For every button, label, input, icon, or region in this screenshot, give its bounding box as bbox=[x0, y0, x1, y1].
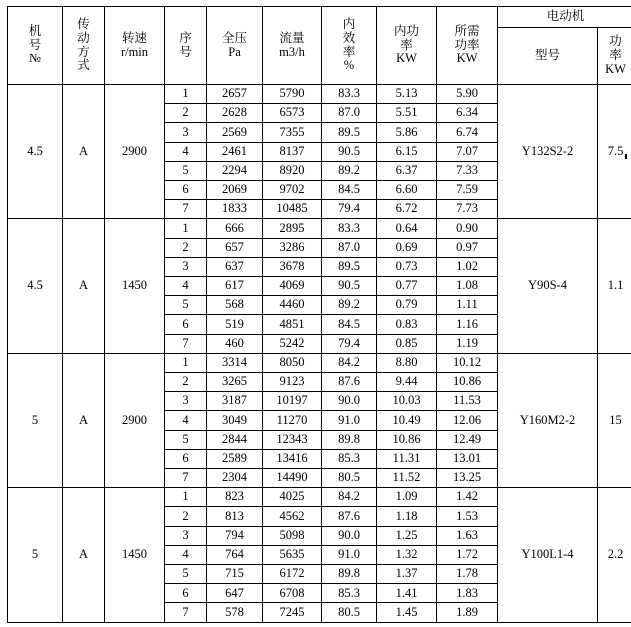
cell-flow: 8920 bbox=[263, 161, 322, 180]
cell-internal-power: 1.45 bbox=[377, 603, 437, 623]
cell-internal-power: 8.80 bbox=[377, 353, 437, 372]
edge-tick-mark bbox=[625, 154, 627, 159]
cell-internal-power: 10.86 bbox=[377, 430, 437, 449]
cell-required-power: 0.90 bbox=[437, 219, 498, 238]
cell-required-power: 12.49 bbox=[437, 430, 498, 449]
header-motor: 电动机 bbox=[498, 7, 631, 28]
cell-required-power: 6.74 bbox=[437, 123, 498, 142]
cell-required-power: 1.42 bbox=[437, 488, 498, 507]
cell-flow: 12343 bbox=[263, 430, 322, 449]
cell-efficiency: 79.4 bbox=[322, 200, 377, 219]
cell-seq: 6 bbox=[165, 315, 207, 334]
cell-required-power: 12.06 bbox=[437, 411, 498, 430]
cell-speed: 2900 bbox=[105, 353, 165, 487]
cell-efficiency: 83.3 bbox=[322, 85, 377, 104]
cell-seq: 7 bbox=[165, 603, 207, 623]
cell-pressure: 519 bbox=[207, 315, 263, 334]
fan-performance-table bbox=[7, 6, 631, 623]
cell-seq: 2 bbox=[165, 238, 207, 257]
cell-efficiency: 90.0 bbox=[322, 526, 377, 545]
cell-flow: 13416 bbox=[263, 449, 322, 468]
cell-required-power: 11.53 bbox=[437, 392, 498, 411]
cell-pressure: 794 bbox=[207, 526, 263, 545]
cell-efficiency: 85.3 bbox=[322, 584, 377, 603]
cell-flow: 14490 bbox=[263, 469, 322, 488]
header-flow: 流量 m3/h bbox=[263, 7, 322, 85]
cell-efficiency: 80.5 bbox=[322, 603, 377, 623]
cell-internal-power: 10.49 bbox=[377, 411, 437, 430]
cell-required-power: 5.90 bbox=[437, 85, 498, 104]
cell-required-power: 10.86 bbox=[437, 373, 498, 392]
cell-drive: A bbox=[63, 488, 105, 623]
cell-motor-power: 7.5 bbox=[598, 85, 631, 219]
cell-efficiency: 87.0 bbox=[322, 238, 377, 257]
cell-required-power: 1.78 bbox=[437, 565, 498, 584]
cell-pressure: 3049 bbox=[207, 411, 263, 430]
cell-internal-power: 1.37 bbox=[377, 565, 437, 584]
cell-efficiency: 84.5 bbox=[322, 181, 377, 200]
cell-motor-model: Y90S-4 bbox=[498, 219, 598, 353]
cell-internal-power: 0.85 bbox=[377, 334, 437, 353]
cell-pressure: 2461 bbox=[207, 142, 263, 161]
header-speed: 转速 r/min bbox=[105, 7, 165, 85]
cell-pressure: 3314 bbox=[207, 353, 263, 372]
cell-internal-power: 1.25 bbox=[377, 526, 437, 545]
cell-seq: 1 bbox=[165, 353, 207, 372]
header-required-power: 所需 功率 KW bbox=[437, 7, 498, 85]
cell-seq: 2 bbox=[165, 373, 207, 392]
header-efficiency: 内 效 率 % bbox=[322, 7, 377, 85]
cell-flow: 4562 bbox=[263, 507, 322, 526]
cell-pressure: 3187 bbox=[207, 392, 263, 411]
cell-flow: 4069 bbox=[263, 277, 322, 296]
cell-pressure: 2304 bbox=[207, 469, 263, 488]
cell-machine-no: 5 bbox=[8, 353, 63, 487]
cell-motor-model: Y100L1-4 bbox=[498, 488, 598, 623]
cell-speed: 1450 bbox=[105, 488, 165, 623]
cell-internal-power: 1.32 bbox=[377, 545, 437, 564]
cell-flow: 5790 bbox=[263, 85, 322, 104]
cell-pressure: 2657 bbox=[207, 85, 263, 104]
cell-internal-power: 6.15 bbox=[377, 142, 437, 161]
cell-pressure: 2294 bbox=[207, 161, 263, 180]
cell-seq: 4 bbox=[165, 142, 207, 161]
cell-internal-power: 0.83 bbox=[377, 315, 437, 334]
cell-pressure: 657 bbox=[207, 238, 263, 257]
cell-pressure: 647 bbox=[207, 584, 263, 603]
cell-seq: 4 bbox=[165, 545, 207, 564]
cell-efficiency: 83.3 bbox=[322, 219, 377, 238]
cell-pressure: 764 bbox=[207, 545, 263, 564]
cell-internal-power: 0.77 bbox=[377, 277, 437, 296]
cell-pressure: 617 bbox=[207, 277, 263, 296]
cell-flow: 7355 bbox=[263, 123, 322, 142]
cell-internal-power: 11.31 bbox=[377, 449, 437, 468]
cell-required-power: 10.12 bbox=[437, 353, 498, 372]
cell-efficiency: 91.0 bbox=[322, 545, 377, 564]
cell-seq: 3 bbox=[165, 392, 207, 411]
cell-speed: 2900 bbox=[105, 85, 165, 219]
cell-required-power: 1.72 bbox=[437, 545, 498, 564]
cell-pressure: 823 bbox=[207, 488, 263, 507]
cell-motor-power: 15 bbox=[598, 353, 631, 487]
cell-internal-power: 5.13 bbox=[377, 85, 437, 104]
cell-flow: 4025 bbox=[263, 488, 322, 507]
cell-internal-power: 6.72 bbox=[377, 200, 437, 219]
cell-flow: 5098 bbox=[263, 526, 322, 545]
cell-internal-power: 0.64 bbox=[377, 219, 437, 238]
cell-pressure: 2569 bbox=[207, 123, 263, 142]
cell-speed: 1450 bbox=[105, 219, 165, 353]
cell-required-power: 1.08 bbox=[437, 277, 498, 296]
cell-required-power: 1.16 bbox=[437, 315, 498, 334]
cell-internal-power: 1.41 bbox=[377, 584, 437, 603]
cell-required-power: 1.83 bbox=[437, 584, 498, 603]
cell-internal-power: 11.52 bbox=[377, 469, 437, 488]
cell-required-power: 7.59 bbox=[437, 181, 498, 200]
cell-efficiency: 89.2 bbox=[322, 161, 377, 180]
cell-seq: 7 bbox=[165, 200, 207, 219]
cell-flow: 6708 bbox=[263, 584, 322, 603]
cell-pressure: 2589 bbox=[207, 449, 263, 468]
cell-required-power: 7.07 bbox=[437, 142, 498, 161]
cell-required-power: 1.63 bbox=[437, 526, 498, 545]
cell-pressure: 2844 bbox=[207, 430, 263, 449]
table-header bbox=[8, 7, 631, 85]
cell-required-power: 1.11 bbox=[437, 296, 498, 315]
cell-efficiency: 79.4 bbox=[322, 334, 377, 353]
table-row bbox=[8, 488, 631, 507]
header-machine-no: 机 号 № bbox=[8, 7, 63, 85]
table-row bbox=[8, 219, 631, 238]
cell-efficiency: 89.5 bbox=[322, 123, 377, 142]
cell-seq: 1 bbox=[165, 488, 207, 507]
cell-efficiency: 84.5 bbox=[322, 315, 377, 334]
cell-motor-model: Y160M2-2 bbox=[498, 353, 598, 487]
cell-flow: 3286 bbox=[263, 238, 322, 257]
cell-efficiency: 80.5 bbox=[322, 469, 377, 488]
cell-motor-power: 1.1 bbox=[598, 219, 631, 353]
table-row bbox=[8, 353, 631, 372]
cell-flow: 8137 bbox=[263, 142, 322, 161]
cell-drive: A bbox=[63, 353, 105, 487]
cell-required-power: 0.97 bbox=[437, 238, 498, 257]
cell-pressure: 1833 bbox=[207, 200, 263, 219]
cell-internal-power: 5.51 bbox=[377, 104, 437, 123]
cell-pressure: 813 bbox=[207, 507, 263, 526]
cell-flow: 2895 bbox=[263, 219, 322, 238]
cell-seq: 5 bbox=[165, 296, 207, 315]
cell-flow: 3678 bbox=[263, 257, 322, 276]
header-motor-model: 型号 bbox=[498, 28, 598, 85]
table-body bbox=[8, 85, 631, 623]
cell-flow: 11270 bbox=[263, 411, 322, 430]
cell-required-power: 1.53 bbox=[437, 507, 498, 526]
cell-seq: 4 bbox=[165, 277, 207, 296]
cell-flow: 5242 bbox=[263, 334, 322, 353]
cell-seq: 6 bbox=[165, 181, 207, 200]
cell-pressure: 460 bbox=[207, 334, 263, 353]
cell-efficiency: 87.0 bbox=[322, 104, 377, 123]
cell-required-power: 7.73 bbox=[437, 200, 498, 219]
cell-required-power: 1.02 bbox=[437, 257, 498, 276]
cell-required-power: 1.89 bbox=[437, 603, 498, 623]
cell-required-power: 13.25 bbox=[437, 469, 498, 488]
table-row bbox=[8, 85, 631, 104]
cell-required-power: 1.19 bbox=[437, 334, 498, 353]
cell-internal-power: 5.86 bbox=[377, 123, 437, 142]
cell-pressure: 3265 bbox=[207, 373, 263, 392]
cell-pressure: 578 bbox=[207, 603, 263, 623]
cell-seq: 5 bbox=[165, 161, 207, 180]
cell-machine-no: 4.5 bbox=[8, 85, 63, 219]
cell-efficiency: 90.5 bbox=[322, 277, 377, 296]
cell-efficiency: 90.5 bbox=[322, 142, 377, 161]
cell-pressure: 715 bbox=[207, 565, 263, 584]
cell-efficiency: 84.2 bbox=[322, 488, 377, 507]
cell-efficiency: 91.0 bbox=[322, 411, 377, 430]
cell-internal-power: 9.44 bbox=[377, 373, 437, 392]
cell-seq: 3 bbox=[165, 123, 207, 142]
header-internal-power: 内功 率 KW bbox=[377, 7, 437, 85]
cell-internal-power: 0.69 bbox=[377, 238, 437, 257]
cell-efficiency: 87.6 bbox=[322, 507, 377, 526]
cell-efficiency: 89.2 bbox=[322, 296, 377, 315]
cell-efficiency: 87.6 bbox=[322, 373, 377, 392]
cell-efficiency: 85.3 bbox=[322, 449, 377, 468]
cell-efficiency: 89.5 bbox=[322, 257, 377, 276]
cell-required-power: 6.34 bbox=[437, 104, 498, 123]
cell-seq: 4 bbox=[165, 411, 207, 430]
cell-seq: 1 bbox=[165, 219, 207, 238]
cell-flow: 5635 bbox=[263, 545, 322, 564]
cell-drive: A bbox=[63, 85, 105, 219]
cell-motor-model: Y132S2-2 bbox=[498, 85, 598, 219]
cell-internal-power: 10.03 bbox=[377, 392, 437, 411]
header-motor-power: 功 率 KW bbox=[598, 28, 631, 85]
cell-pressure: 2069 bbox=[207, 181, 263, 200]
cell-seq: 6 bbox=[165, 584, 207, 603]
cell-seq: 5 bbox=[165, 565, 207, 584]
cell-flow: 8050 bbox=[263, 353, 322, 372]
cell-motor-power: 2.2 bbox=[598, 488, 631, 623]
cell-internal-power: 0.73 bbox=[377, 257, 437, 276]
cell-required-power: 7.33 bbox=[437, 161, 498, 180]
cell-efficiency: 84.2 bbox=[322, 353, 377, 372]
cell-efficiency: 90.0 bbox=[322, 392, 377, 411]
header-drive: 传 动 方 式 bbox=[63, 7, 105, 85]
cell-flow: 6172 bbox=[263, 565, 322, 584]
cell-efficiency: 89.8 bbox=[322, 565, 377, 584]
cell-machine-no: 5 bbox=[8, 488, 63, 623]
cell-seq: 1 bbox=[165, 85, 207, 104]
cell-flow: 6573 bbox=[263, 104, 322, 123]
cell-drive: A bbox=[63, 219, 105, 353]
cell-seq: 6 bbox=[165, 449, 207, 468]
cell-required-power: 13.01 bbox=[437, 449, 498, 468]
cell-flow: 7245 bbox=[263, 603, 322, 623]
cell-seq: 5 bbox=[165, 430, 207, 449]
cell-flow: 10197 bbox=[263, 392, 322, 411]
cell-seq: 3 bbox=[165, 257, 207, 276]
cell-internal-power: 6.60 bbox=[377, 181, 437, 200]
cell-internal-power: 6.37 bbox=[377, 161, 437, 180]
cell-pressure: 568 bbox=[207, 296, 263, 315]
header-pressure: 全压 Pa bbox=[207, 7, 263, 85]
cell-internal-power: 1.18 bbox=[377, 507, 437, 526]
cell-seq: 2 bbox=[165, 507, 207, 526]
cell-seq: 7 bbox=[165, 334, 207, 353]
cell-efficiency: 89.8 bbox=[322, 430, 377, 449]
cell-seq: 7 bbox=[165, 469, 207, 488]
cell-flow: 4851 bbox=[263, 315, 322, 334]
cell-flow: 10485 bbox=[263, 200, 322, 219]
cell-flow: 9702 bbox=[263, 181, 322, 200]
cell-machine-no: 4.5 bbox=[8, 219, 63, 353]
cell-internal-power: 0.79 bbox=[377, 296, 437, 315]
cell-internal-power: 1.09 bbox=[377, 488, 437, 507]
cell-pressure: 666 bbox=[207, 219, 263, 238]
cell-seq: 2 bbox=[165, 104, 207, 123]
cell-seq: 3 bbox=[165, 526, 207, 545]
cell-pressure: 637 bbox=[207, 257, 263, 276]
cell-flow: 9123 bbox=[263, 373, 322, 392]
cell-pressure: 2628 bbox=[207, 104, 263, 123]
cell-flow: 4460 bbox=[263, 296, 322, 315]
header-seq: 序 号 bbox=[165, 7, 207, 85]
